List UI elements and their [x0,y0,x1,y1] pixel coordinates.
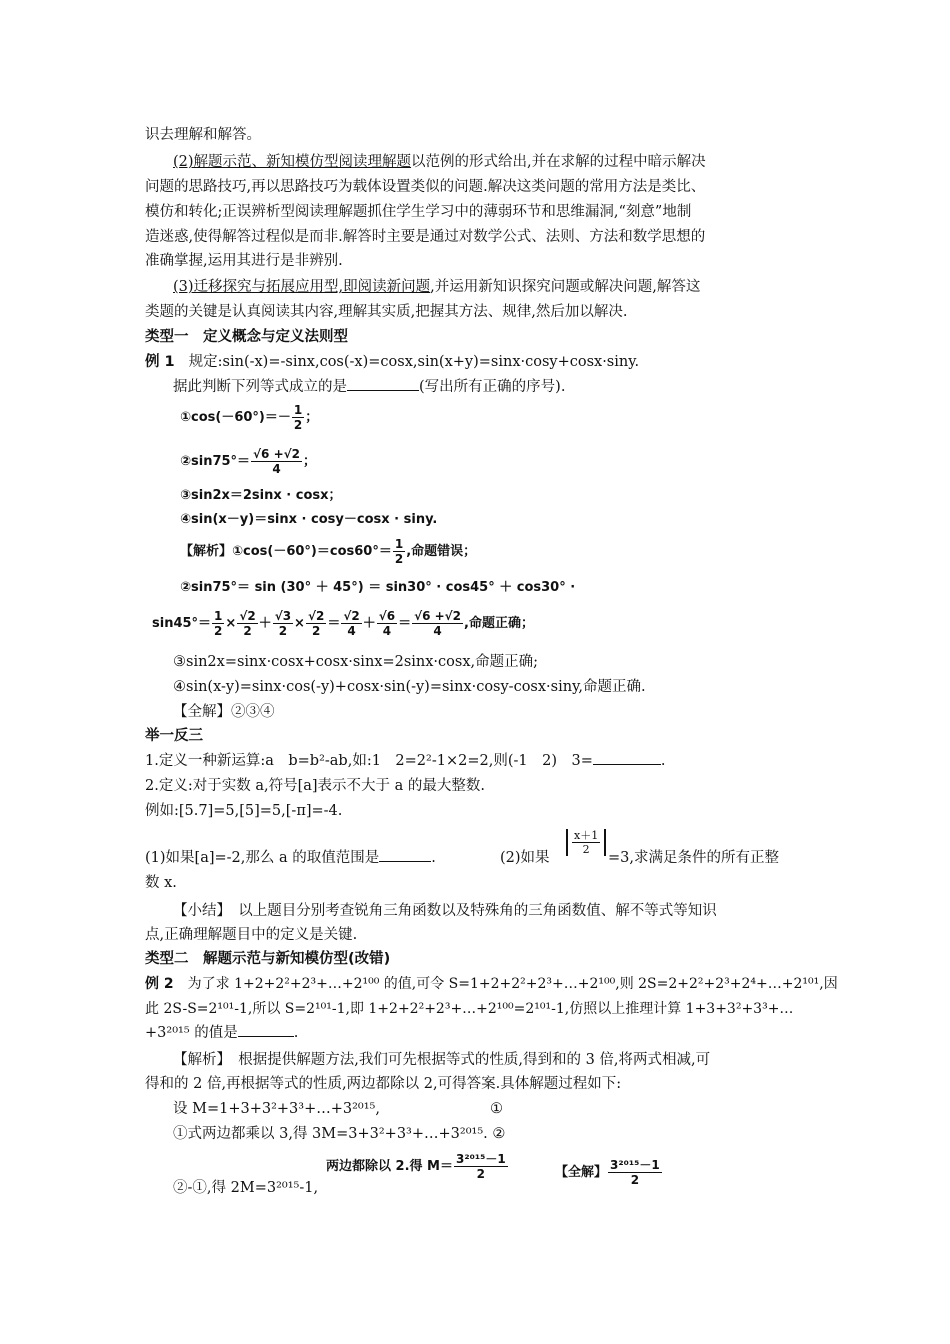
text-line: 识去理解和解答。 [145,127,261,143]
step-3: 两边都除以 2.得 M＝ $\frac{\text{3²⁰¹⁵－1}}{2}$ [326,1152,506,1181]
option-4: ④sin(x－y)＝sinx · cosy－cosx · siny. [180,512,438,527]
answer-blank [347,376,419,391]
example-2-solution: 【解析】 根据提供解题方法,我们可先根据等式的性质,得到和的 3 倍,将两式相减,可 [173,1052,711,1068]
text-line: (2)解题示范、新知模仿型阅读理解题以范例的形式给出,并在求解的过程中暗示解决 [173,154,706,170]
underlined-term: (3)迁移探究与拓展应用型,即阅读新问题 [173,279,431,295]
example-2-line-2: 此 2S-S=2¹⁰¹-1,所以 S=2¹⁰¹-1,即 1+2+2²+2³+…+2¹⁰⁰=2¹⁰¹-1,仿照以上推理计算 1+3+3²+3³+… [145,1001,794,1017]
step-1: 设 M=1+3+3²+3³+…+3²⁰¹⁵, [173,1101,380,1117]
example-1-question: 据此判断下列等式成立的是 (写出所有正确的序号). [173,375,565,399]
section-heading: 类型一 定义概念与定义法则型 [145,329,348,345]
text-line: 类题的关键是认真阅读其内容,理解其实质,把握其方法、规律,然后加以解决. [145,304,628,320]
question-2: 2.定义:对于实数 a,符号[a]表示不大于 a 的最大整数. [145,778,486,794]
example-label: 例 2 [145,976,174,992]
bracket-fraction: $\frac{x+1}{2}$ [566,822,606,862]
option-2: ②sin75°＝ $\frac{√6 +√2}{4}$ ； [180,447,317,476]
solution-line-5: ④sin(x-y)=sinx·cos(-y)+cosx·sin(-y)=sinx·cosy-cosx·siny,命题正确. [173,679,646,695]
question-2-part-1: (1)如果[a]=-2,那么 a 的取值范围是 . [145,846,436,870]
example-2-line-1: 例 2 为了求 1+2+2²+2³+…+2¹⁰⁰ 的值,可令 S=1+2+2²+2³+…+2¹⁰⁰,则 2S=2+2²+2³+2⁴+…+2¹⁰¹,因 [145,976,838,992]
example-1-rule: 例 1 规定:sin(-x)=-sinx,cos(-x)=cosx,sin(x+y)=sinx·cosy+cosx·siny. [145,354,640,370]
section-heading: 类型二 解题示范与新知模仿型(改错) [145,951,391,967]
solution-line-2: ②sin75°＝ sin (30° ＋ 45°) ＝ sin30° · cos45° ＋ cos30° · [180,580,576,595]
summary: 点,正确理解题目中的定义是关键. [145,927,358,943]
solution-line-4: ③sin2x=sinx·cosx+cosx·sinx=2sinx·cosx,命题正确; [173,654,539,670]
step-2: ①式两边都乘以 3,得 3M=3+3²+3³+…+3²⁰¹⁵. ② [173,1126,506,1142]
step-1-marker: ① [490,1101,503,1117]
answer-blank [238,1022,294,1037]
answer-blank [593,750,661,765]
underlined-term: (2)解题示范、新知模仿型阅读理解题 [173,154,412,170]
answer-line: 【全解】②③④ [173,704,275,720]
question-2-part-2: (2)如果 [500,850,550,866]
solution-line-1: 【解析】①cos(－60°)＝cos60°＝ $\frac{1}{2}$ ,命题错误； [180,537,477,566]
option-1: ①cos(－60°)＝－ $\frac{1}{2}$ ； [180,403,319,432]
question-2-part-2-end: =3,求满足条件的所有正整 [608,850,779,866]
text-line: 准确掌握,运用其进行是非辨别. [145,253,343,269]
solution-line-3: sin45°＝ $\frac{1}{2}$ × $\frac{√2}{2}$ ＋ $\frac{√3}{2}$ × $\frac{√2}{2}$ ＝ $\frac{√2}{4}$ ＋ $\frac{√6}{4}$ ＝ $\frac{√6 +√2}{4}$ ,命题正确； [152,609,534,638]
question-2-part-2-cont: 数 x. [145,875,177,891]
text-line: 造迷惑,使得解答过程似是而非.解答时主要是通过对数学公式、法则、方法和数学思想的 [145,229,706,245]
text-line: 问题的思路技巧,再以思路技巧为载体设置类似的问题.解决这类问题的常用方法是类比、 [145,179,706,195]
summary: 【小结】 以上题目分别考查锐角三角函数以及特殊角的三角函数值、解不等式等知识 [173,903,717,919]
question-1: 1.定义一种新运算:a b=b²-ab,如:1 2=2²-1×2=2,则(-1 2) 3= . [145,749,665,773]
answer-blank [379,847,431,862]
section-heading: 举一反三 [145,728,203,744]
option-3: ③sin2x＝2sinx · cosx； [180,488,342,503]
example-2-solution: 得和的 2 倍,再根据等式的性质,两边都除以 2,可得答案.具体解题过程如下: [145,1076,622,1092]
text-line: (3)迁移探究与拓展应用型,即阅读新问题,并运用新知识探究问题或解决问题,解答这 [173,279,701,295]
example-2-line-3: +3²⁰¹⁵ 的值是 . [145,1021,298,1045]
solution-label: 【解析】 [180,544,233,559]
example-label: 例 1 [145,354,175,370]
text-line: 模仿和转化;正误辨析型阅读理解题抓住学生学习中的薄弱环节和思维漏洞,“刻意”地制 [145,204,692,220]
question-2-example: 例如:[5.7]=5,[5]=5,[-π]=-4. [145,803,343,819]
step-4: ②-①,得 2M=3²⁰¹⁵-1, [173,1180,319,1196]
example-2-answer: 【全解】 $\frac{\text{3²⁰¹⁵－1}}{2}$ [555,1158,660,1187]
